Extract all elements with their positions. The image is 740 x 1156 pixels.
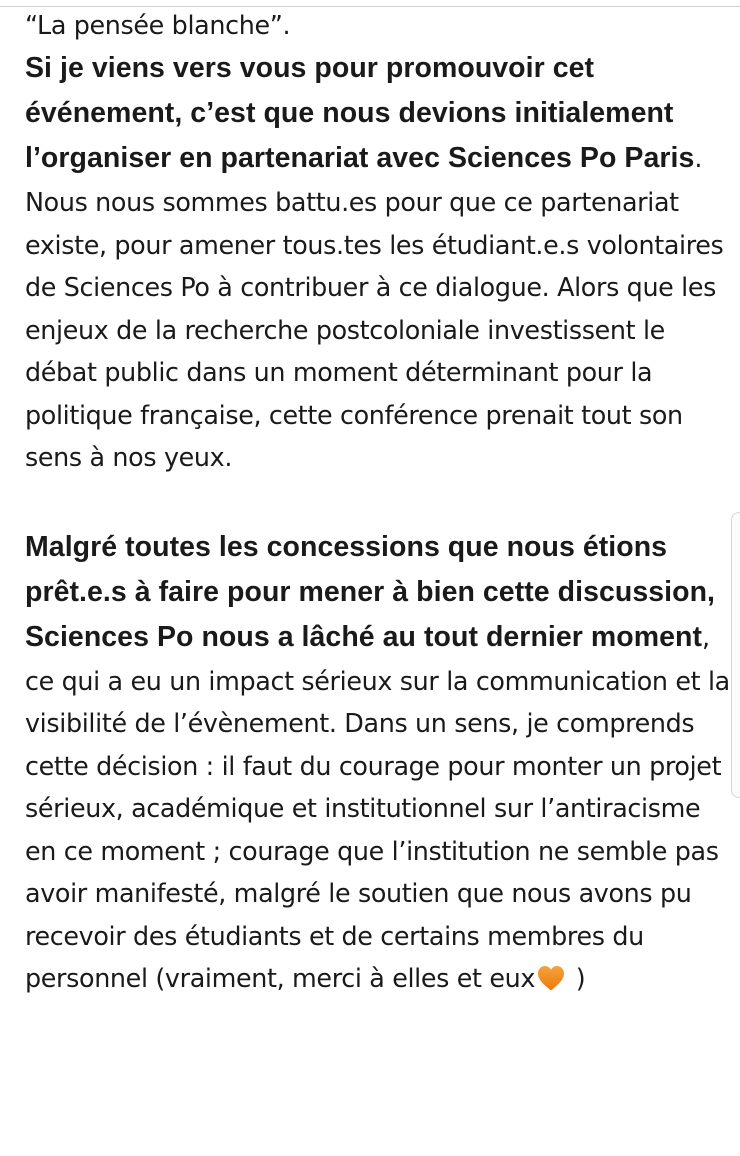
- paragraph-partnership-body: . Nous nous sommes battu.es pour que ce partenariat existe, pour amener tous.tes les étudiant.e.s volontaires de Sciences Po à contribuer à ce dialogue. Alors que les enjeux de la recherche postcoloniale investissent le débat public dans un moment déterminant pour la politique française, cette conférence prenait tout son sens à nos yeux.: [25, 143, 724, 472]
- orange-heart-icon: [536, 964, 566, 992]
- document-body: [25, 4, 730, 1000]
- paragraph-partnership: [25, 46, 730, 479]
- paragraph-withdrawal-body: , ce qui a eu un impact sérieux sur la communication et la visibilité de l’évènement. Dans un sens, je comprends cette décision : il faut du courage pour monter un projet sérieux, académique et institutionnel sur l’antiracisme en ce moment ; courage que l’institution ne semble pas avoir manifesté, malgré le soutien que nous avons pu recevoir des étudiants et de certains membres du personnel (vraiment, merci à elles et eux: [25, 621, 730, 993]
- paragraph-withdrawal-closing: ): [568, 963, 586, 993]
- paragraph-partnership-emphasis: Si je viens vers vous pour promouvoir cet événement, c’est que nous devions initialement l’organiser en partenariat avec Sciences Po Paris: [25, 52, 695, 174]
- paragraph-withdrawal: [25, 525, 730, 1000]
- paragraph-withdrawal-emphasis: Malgré toutes les concessions que nous étions prêt.e.s à faire pour mener à bien cette discussion, Sciences Po nous a lâché au tout dernier moment: [25, 530, 715, 653]
- scrollbar-handle[interactable]: [731, 512, 740, 798]
- intro-line: “La pensée blanche”.: [25, 10, 291, 40]
